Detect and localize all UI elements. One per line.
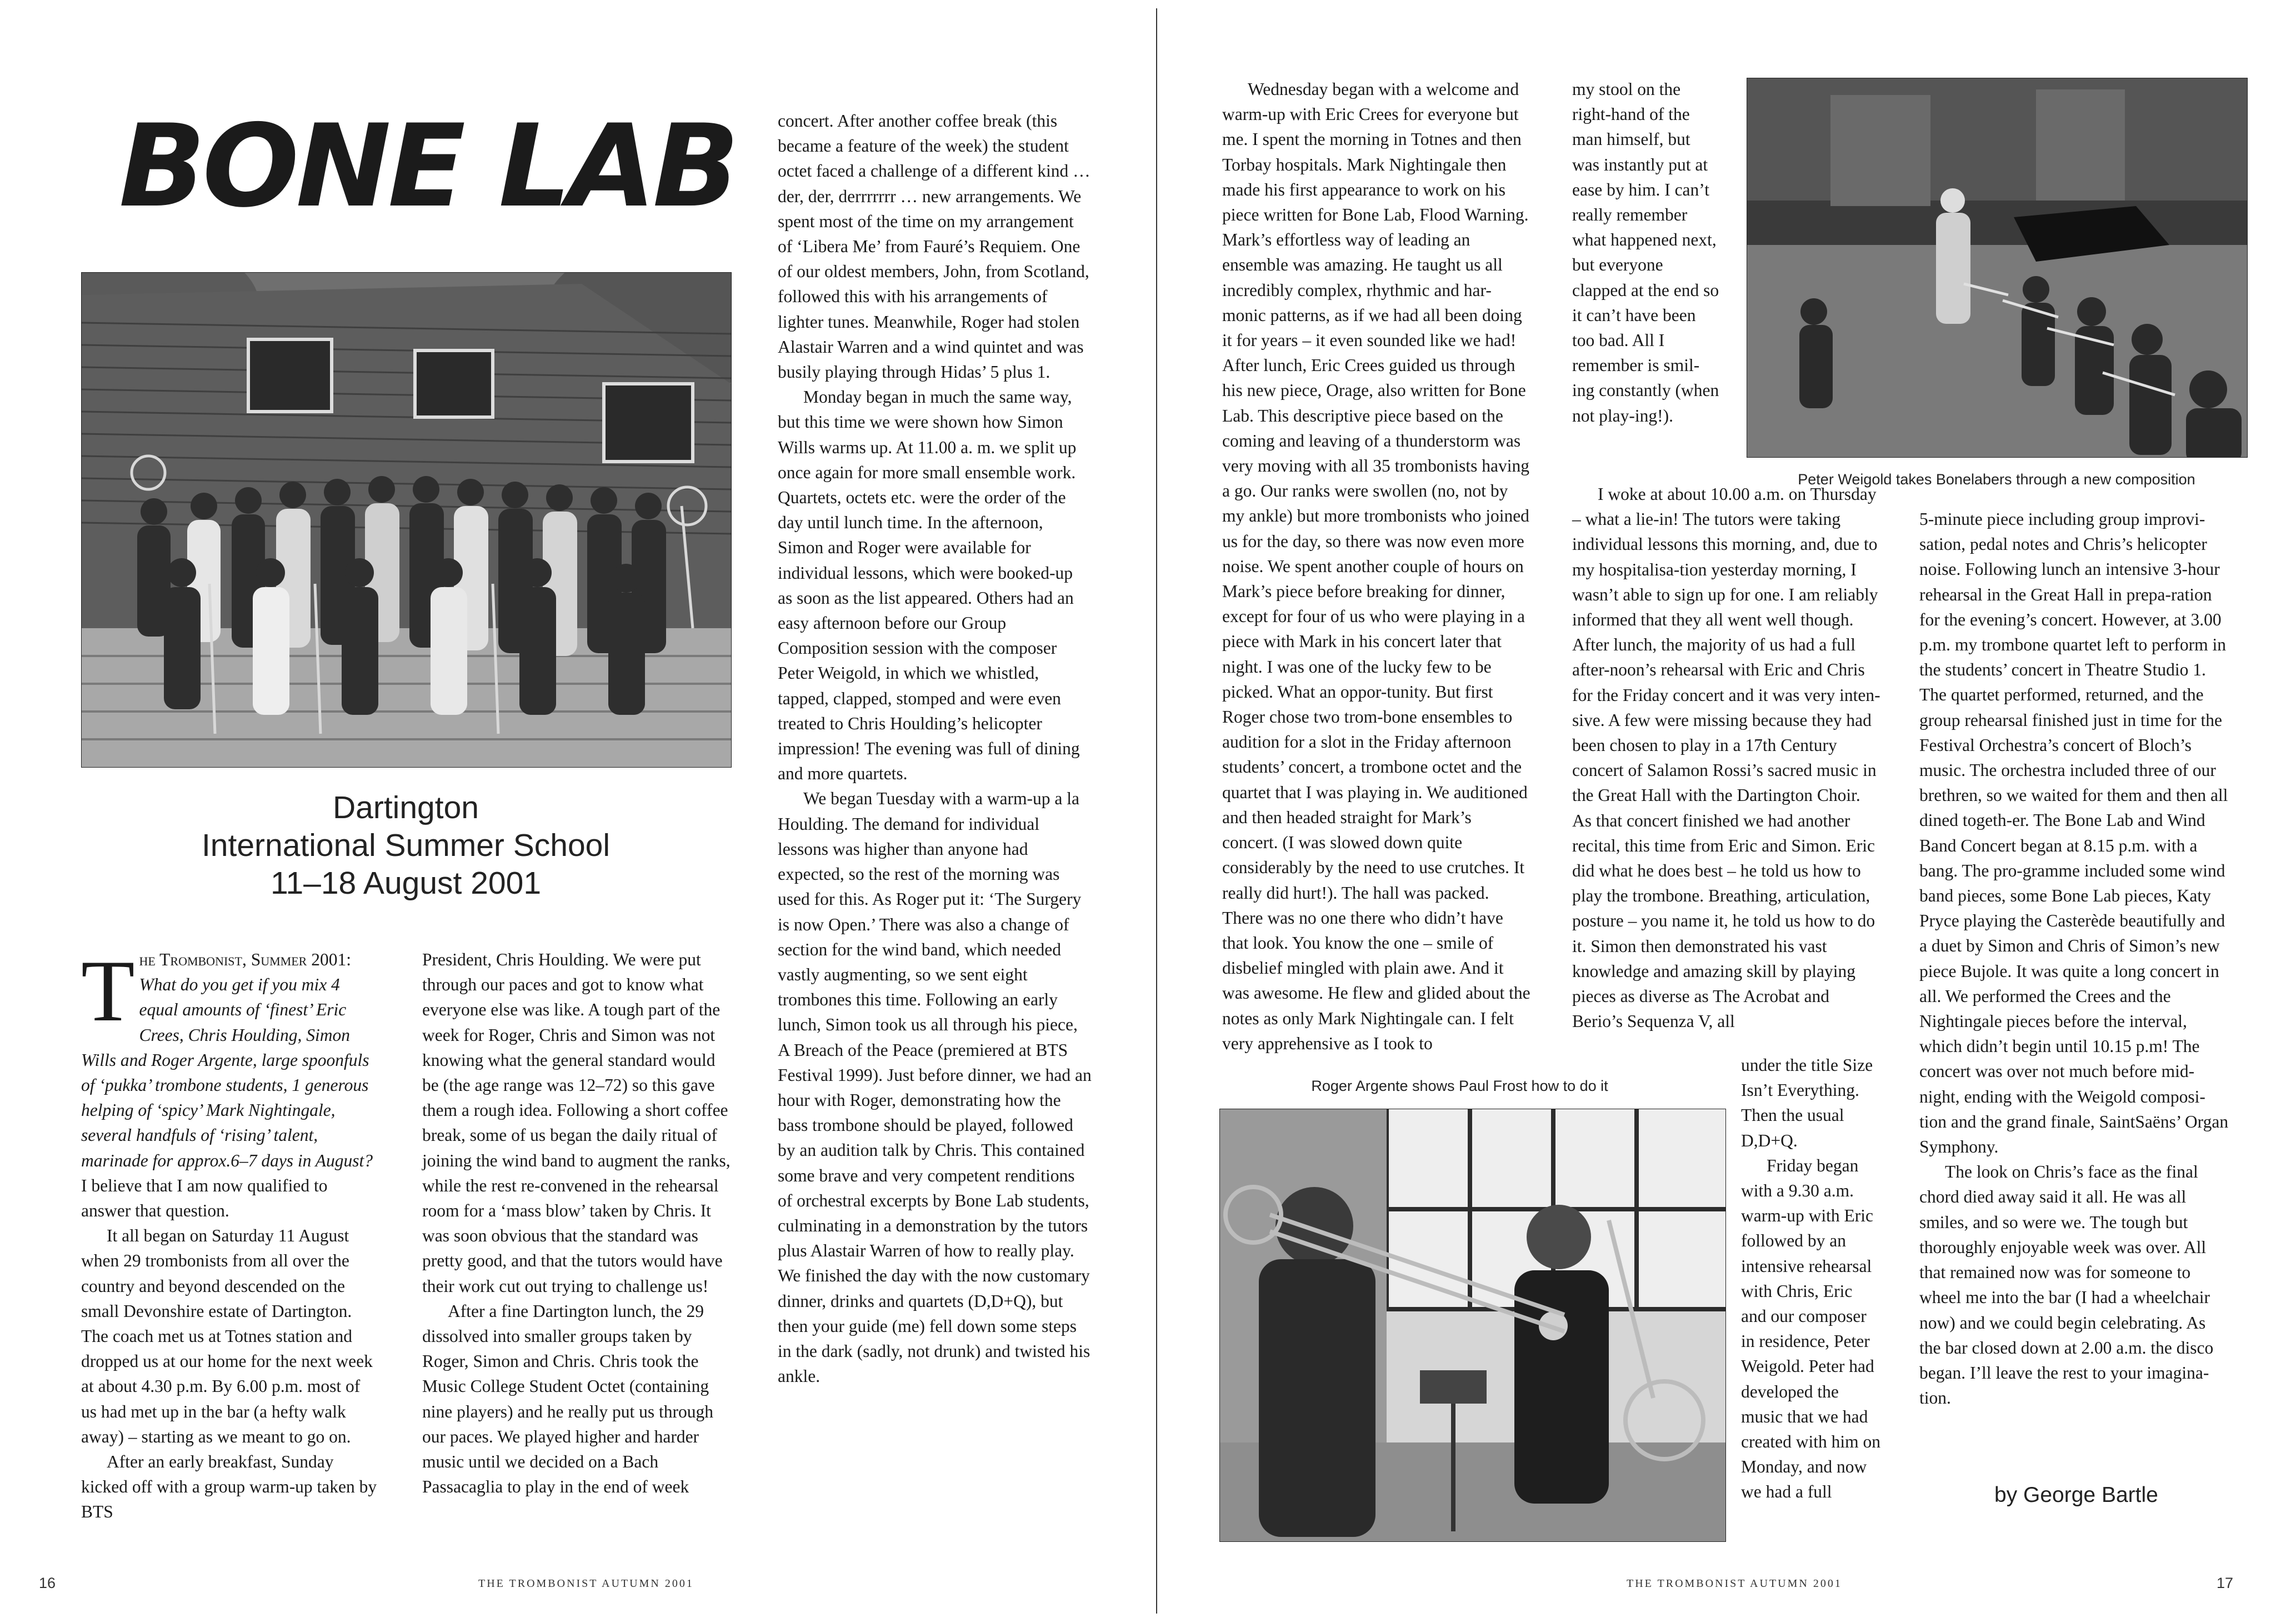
group-photo-image [82,273,731,767]
text-column-2 [422,947,731,1499]
text-column-3 [778,108,1092,1389]
text-column-6 [1919,507,2230,1410]
subtitle-line-venue: Dartington [333,790,479,825]
page-number-left: 16 [39,1575,56,1591]
paragraph: I woke at about 10.00 a.m. on Thursday – what a lie-in! The tutors were taking individual lessons this morning, and, due to my hospitalisa-tion yesterday morning, I wasn’t able to sign up for one. I am reliably informed that they all went well though. After lunch, the majority of us had a full after-noon’s rehearsal with Eric and Chris for the Friday concert and it was very inten-sive. A few were missing because they had been chosen to play in a 17th Century concert of Salamon Rossi’s sacred music in the Great Hall with the Dartington Choir. As that concert finished we had another recital, this time from Eric and Simon. Eric did what he does best – he told us how to play the trombone. Breathing, articulation, posture – you name it, he told us how to do it. Simon then demonstrated his vast knowledge and amazing skill by playing pieces as diverse as The Acrobat and Berio’s Sequenza V, all [1572,484,1880,1031]
paragraph: After an early breakfast, Sunday kicked off with a group warm-up taken by BTS [81,1452,377,1522]
paragraph: Friday began with a 9.30 a.m. warm-up with Eric followed by an intensive rehearsal with Chris, Eric and our composer in residence, Peter Weigold. Peter had developed the music that we had created with him on Monday, and now we had a full [1741,1155,1881,1502]
lesson-photo-caption: Roger Argente shows Paul Frost how to do it [1311,1078,1608,1094]
text-column-5-top [1572,77,1721,428]
page-number-right: 17 [2217,1575,2234,1591]
paragraph: 5-minute piece including group improvi-sation, pedal notes and Chris’s helicopter noise. Following lunch an intensive 3-hour rehearsal in the Great Hall in prepa-ration for the evening’s concert. However, at 3.00 p.m. my trombone quartet left to perform in the students’ concert in Theatre Studio 1. The quartet performed, returned, and the group rehearsal finished just in time for the Festival Orchestra’s concert of Bloch’s music. The orchestra included three of our brethren, so we waited for them and then all dined togeth-er. The Bone Lab and Wind Band Concert began at 8.15 p.m. with a bang. The pro-gramme included some wind band pieces, some Bone Lab pieces, Katy Pryce playing the Casterède beautifully and a duet by Simon and Chris of Simon’s new piece Bujole. It was quite a long concert in all. We performed the Crees and the Nightingale pieces before the interval, which didn’t begin until 10.15 p.m! The concert was over not much before mid-night, ending with the Weigold composi-tion and the grand finale, SaintSaëns’ Organ Symphony. [1919,509,2229,1157]
paragraph: my stool on the right-hand of the man himself, but was instantly put at ease by him. I can’t really remember what happened next, but everyone clapped at the end so it can’t have been too bad. All I remember is smil-ing constantly (when not play-ing!). [1572,79,1719,425]
text-column-5-mid [1572,482,1880,1034]
running-head-right: THE TROMBONIST AUTUMN 2001 [1627,1577,1842,1590]
intro-tail: I believe that I am now qualified to answer that question. [81,1175,328,1221]
rehearsal-photo-image [1747,78,2247,457]
text-column-5-bottom [1741,1053,1881,1505]
paragraph: President, Chris Houlding. We were put through our paces and got to know what everyone else was like. A tough part of the week for Roger, Chris and Simon was not knowing what the general standard would be (the age range was 12–72) so this gave them a rough idea. Following a short coffee break, some of us began the daily ritual of joining the wind band to augment the ranks, while the rest re-convened in the rehearsal room for a ‘mass blow’ taken by Chris. It was soon obvious that the standard was pretty good, and that the tutors would have their work cut out trying to challenge us! [422,950,731,1296]
subtitle-line-dates: 11–18 August 2001 [270,865,542,901]
rehearsal-photo-caption: Peter Weigold takes Bonelabers through a new composition [1798,471,2195,488]
paragraph: concert. After another coffee break (this became a feature of the week) the student octet faced a challenge of a different kind … der, der, derrrrrrr … new arrangements. We spent most of the time on my arrangement of ‘Libera Me’ from Fauré’s Requiem. One of our oldest members, John, from Scotland, followed this with his arrangements of lighter tunes. Meanwhile, Roger had stolen Alastair Warren and a wind quintet and was busily playing through Hidas’ 5 plus 1. [778,111,1091,382]
group-photo [81,272,732,768]
intro-question: What do you get if you mix 4 equal amounts of ‘finest’ Eric Crees, Chris Houlding, Simon Wills and Roger Argente, large spoonfuls of ‘pukka’ trombone students, 1 generous helping of ‘spicy’ Mark Nightingale, several handfuls of ‘rising’ talent, marinade for approx.6–7 days in August? [81,975,373,1170]
text-column-1 [81,943,378,1525]
article-subtitle [81,789,731,902]
article-title: BONE LAB [119,101,737,233]
paragraph: The look on Chris’s face as the final chord died away said it all. He was all smiles, and so were we. The tough but thoroughly enjoyable week was over. All that remained now was for someone to wheel me into the bar (I had a wheelchair now) and we could begin celebrating. As the bar closed down at 2.00 a.m. the disco began. I’ll leave the rest to your imagina-tion. [1919,1162,2214,1408]
paragraph: Monday began in much the same way, but this time we were shown how Simon Wills warms up. At 11.00 a. m. we split up once again for more small ensemble work. Quartets, octets etc. were the order of the day until lunch time. In the afternoon, Simon and Roger were available for individual lessons, which were booked-up as soon as the list appeared. Others had an easy afternoon before our Group Composition session with the composer Peter Weigold, in which we whistled, tapped, clapped, stomped and were even treated to Chris Houlding’s helicopter impression! The evening was full of dining and more quartets. [778,387,1080,784]
paragraph: We began Tuesday with a warm-up a la Houlding. The demand for individual lessons was higher than anyone had expected, so the rest of the morning was used for this. As Roger put it: ‘The Surgery is now Open.’ There was also a change of section for the wind band, which needed vastly augmenting, so we sent eight trombones this time. Following an early lunch, Simon took us all through his piece, A Breach of the Peace (premiered at BTS Festival 1999). Just before dinner, we had an hour with Roger, demonstrating how the bass trombone should be played, followed by an audition talk by Chris. This contained some brave and very competent renditions of orchestral excerpts by Bone Lab students, culminating in a demonstration by the tutors plus Alastair Warren of how to really play. We finished the day with the now customary dinner, drinks and quartets (D,D+Q), but then your guide (me) fell down some steps in the dark (sadly, not drunk) and twisted his ankle. [778,789,1092,1386]
rehearsal-photo [1747,78,2248,458]
text-column-4 [1222,77,1530,1056]
intro-lead: he Trombonist, Summer 2001: [139,950,351,969]
page-gutter [1156,8,1157,1614]
intro-paragraph [81,943,378,1223]
paragraph: under the title Size Isn’t Everything. Then the usual D,D+Q. [1741,1055,1873,1150]
subtitle-line-school: International Summer School [201,828,611,863]
lesson-photo-image [1220,1109,1725,1541]
running-head-left: THE TROMBONIST AUTUMN 2001 [478,1577,694,1590]
drop-cap: T [81,943,135,1040]
paragraph: It all began on Saturday 11 August when 29 trombonists from all over the country and beyond descended on the small Devonshire estate of Dartington. The coach met us at Totnes station and dropped us at our home for the next week at about 4.30 p.m. By 6.00 p.m. most of us had met up in the bar (a hefty walk away) – starting as we meant to go on. [81,1226,373,1446]
byline: by George Bartle [1994,1483,2158,1507]
paragraph: Wednesday began with a welcome and warm-up with Eric Crees for everyone but me. I spent the morning in Totnes and then Torbay hospitals. Mark Nightingale then made his first appearance to work on his piece written for Bone Lab, Flood Warning. Mark’s effortless way of leading an ensemble was amazing. He taught us all incredibly complex, rhythmic and har-monic patterns, as if we had all been doing it for years – it even sounded like we had! After lunch, Eric Crees guided us through his new piece, Orage, also written for Bone Lab. This descriptive piece based on the coming and leaving of a thunderstorm was very moving with all 35 trombonists having a go. Our ranks were swollen (no, not by my ankle) but more trombonists who joined us for the day, so there was now even more noise. We spent another couple of hours on Mark’s piece before breaking for dinner, except for four of us who were playing in a piece with Mark in his concert later that night. I was one of the lucky few to be picked. What an oppor-tunity. But first Roger chose two trom-bone ensembles to audition for a slot in the Friday afternoon students’ concert, a trombone octet and the quartet that I was playing in. We auditioned and then headed straight for Mark’s concert. (I was slowed down quite considerably by the need to use crutches. It really did hurt!). The hall was packed. There was no one there who didn’t have that look. You know the one – smile of disbelief mingled with plain awe. And it was awesome. He flew and glided about the notes as only Mark Nightingale can. I felt very apprehensive as I took to [1222,79,1530,1053]
paragraph: After a fine Dartington lunch, the 29 dissolved into smaller groups taken by Roger, Simon and Chris. Chris took the Music College Student Octet (containing nine players) and he really put us through our paces. We played higher and harder music until we decided on a Bach Passacaglia to play in the end of week [422,1301,713,1497]
lesson-photo [1219,1109,1726,1542]
